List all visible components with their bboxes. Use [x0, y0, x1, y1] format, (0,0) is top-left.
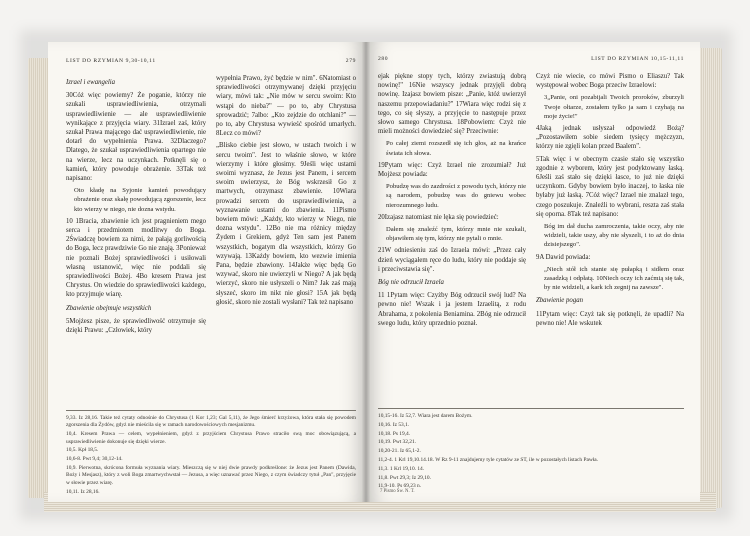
paragraph: 5Mojżesz pisze, że sprawiedliwość otrzymuje się dzięki Prawu: „Człowiek, który	[66, 317, 206, 335]
quotation: Pobudzę was do zazdrości z powodu tych, którzy nie są narodem, pobudzę was do gniewu wobec nierozumnego ludu.	[386, 183, 526, 209]
footnote: 11,9-10. Ps 69,23 n.	[378, 483, 422, 490]
footnote: 11,2-4. 1 Krl 19,10.14.18. W Rz 9-11 znajdujemy tyle cytatów ze ST, ile w pozostałych listach Pawła.	[378, 456, 598, 463]
quotation: 3„Panie, oni pozabijali Twoich proroków, zburzyli Twoje ołtarze, zostałem tylko ja sam i czyhają na moje życie!"	[544, 94, 684, 120]
footnote: 10,5. Kpł 18,5.	[66, 447, 99, 454]
paragraph: 11 1Pytam więc: Czyżby Bóg odrzucił swój lud? Na pewno nie! Wszak i ja jestem Izraelitą, z rodu Abrahama, z pokolenia Beniamina. 2Bóg nie odrzucił swego ludu, który uprzednio poznał.	[378, 292, 526, 327]
book-gutter	[362, 42, 370, 502]
paragraph: 9A Dawid powiada:	[536, 253, 591, 261]
left-text-columns	[66, 74, 356, 404]
paragraph: 30Cóż więc powiemy? Że poganie, którzy nie szukali usprawiedliwienia, otrzymali usprawiedliwienie — ale usprawiedliwienie wynikające z przyjęcia wiary. 31Izrael zaś, który szukał Prawa mającego dać usprawiedliwienie, nie dotarł do wypełnienia Prawa. 32Dlaczego? Dlatego, że szukał usprawiedliwienia opartego nie na wierze, lecz na uczynkach. Potknęli się o kamień, który powoduje obrażenie. 33Tak też napisano:	[66, 92, 206, 183]
right-running-head-title: LIST DO RZYMIAN 10,15-11,11	[591, 56, 684, 62]
paragraph: 11Pytam więc: Czyż tak się potknęli, że upadli? Na pewno nie! Ale wskutek	[536, 310, 684, 327]
right-column-2	[536, 72, 684, 402]
signature-mark: 7 Pismo Św. N. T.	[380, 489, 415, 494]
footnote: 10,16. Iz 53,1.	[378, 421, 410, 428]
right-text-columns	[378, 72, 684, 402]
section-heading: Izrael i ewangelia	[66, 79, 116, 86]
quotation: Bóg im dał ducha zamroczenia, takie oczy, aby nie widzieli, takie uszy, aby nie słyszeli, i to aż do dnia dzisiejszego".	[544, 223, 684, 249]
paragraph: 5Tak więc i w obecnym czasie stało się wszystko zgodnie z wyborem, który jest podyktowany łaską. 6Jeśli zaś stało się dzięki łasce, to już nie dzięki uczynkom. Gdyby bowiem było inaczej, to łaska nie byłaby już łaską. 7Cóż więc? Izrael nie znalazł tego, czego poszukuje. Znaleźli to wybrani, reszta zaś stała się oporna. 8Tak też napisano:	[536, 155, 684, 218]
footnote: 10,6-8. Pwt 9,4; 30,12-14.	[66, 456, 123, 463]
quotation: Po całej ziemi rozszedł się ich głos, aż na krańce świata ich słowa.	[386, 140, 526, 157]
right-footnotes	[378, 408, 684, 502]
left-page	[48, 42, 366, 502]
footnote: 10,15-16. Iz 52,7. Wiara jest darem Bożym.	[378, 413, 473, 419]
paragraph: „Blisko ciebie jest słowo, w ustach twoich i w sercu twoim". Jest to właśnie słowo, w które wierzymy i które głosimy. 9Jeśli więc ustami swoimi wyznasz, że Jezus jest Panem, i sercem swoim uwierzysz, że Bóg wskrzesił Go z martwych, otrzymasz zbawienie. 10Wiara prowadzi sercem do usprawiedliwienia, a wyznawanie ustami do zbawienia. 11Pismo bowiem mówi: „Każdy, kto wierzy w Niego, nie dozna wstydu". 12Bo nie ma różnicy między Żydem i Grekiem, gdyż Ten sam jest Panem wszystkich, bogatym dla wszystkich, którzy Go wzywają. 13Każdy bowiem, kto wezwie imienia Pana, będzie zbawiony. 14Jakże więc będą Go wzywać, skoro nie uwierzyli w Niego? A jak będą wierzyć, skoro nie usłyszeli o Nim? Jak zaś mają słyszeć, skoro im nikt nie głosi? 15A jak będą głosić, skoro nie zostali wysłani? Tak też napisano	[216, 142, 356, 306]
footnote: 10,20-21. Iz 65,1-2.	[378, 448, 421, 455]
right-page-number: 280	[378, 56, 389, 62]
page-edges-left	[28, 58, 50, 498]
paragraph: Czyż nie wiecie, co mówi Pismo o Eliaszu? Tak występował wobec Boga przeciw Izraelowi:	[536, 73, 684, 90]
left-running-head-title: LIST DO RZYMIAN 9,30-10,11	[66, 58, 156, 64]
section-heading: Zbawienie obejmuje wszystkich	[66, 304, 152, 312]
footnote: 10,9. Pierwotna, skrócona formuła wyznania wiary. Mieszczą się w niej dwie prawdy podkreślone: że Jezus jest Panem (Dawida, Boży i Mesjasz), który z woli Boga zmartwychwstał — Jezusa, a więc uznawać przez Niego, z czym świadczy tytuł „Pan", przyjęcie w słowie przez wiarę.	[66, 465, 356, 486]
footnote: 10,19. Pwt 32,21.	[378, 439, 417, 446]
section-heading: Zbawienie pogan	[536, 297, 584, 305]
paragraph: 21W odniesieniu zaś do Izraela mówi: „Przez cały dzień wyciągałem ręce do ludu, który nie poddaje się i przeciwstawia się".	[378, 247, 526, 273]
left-page-number: 279	[345, 58, 356, 64]
footnote: 10,11. Iz 28,16.	[66, 488, 100, 495]
section-heading: Bóg nie odrzucił Izraela	[378, 279, 444, 287]
paragraph: wypełnia Prawo, żyć będzie w nim". 6Natomiast o sprawiedliwości otrzymywanej dzięki przyjęciu wiary, mówi tak: „Nie mów w sercu swoim: Kto wstąpi do nieba?" — po to, aby Chrystusa sprowadzić; 7albo: „Kto zejdzie do otchłani?" — po to, aby Chrystusa wywieść spośród umarłych. 8Lecz co mówi?	[216, 75, 356, 138]
right-column-1	[378, 72, 526, 402]
footnote: 10,4. Kresem Prawa — celem, wypełnieniem, gdyż z przyjściem Chrystusa Prawo straciło swą moc obowiązującą, a usprawiedliwienie dokonuje się dzięki wierze.	[66, 431, 356, 445]
paragraph: ejak piękne stopy tych, którzy zwiastują dobrą nowinę!" 16Nie wszyscy jednak przyjęli dobrą nowinę. Izajasz bowiem pisze: „Panie, któż uwierzył naszemu przepowiadaniu?" 17Wiara więc rodzi się z tego, co się słyszy, a przyjęcie to następuje przez słowo samego Chrystusa. 18Pobowiem: Czyż nie mieli możności dowiedzieć się? Przeciwnie:	[378, 73, 526, 136]
footnote: 11,3. 1 Krl 19,10. 14.	[378, 465, 425, 472]
page-edges-right	[698, 48, 722, 508]
right-page	[366, 42, 700, 502]
left-running-head	[66, 58, 356, 64]
quotation: „Niech stół ich stanie się pułapką i sidłem oraz zasadzką i odpłatą. 10Niech oczy ich zaćmią się tak, by nie widzieli, a kark ich zegnij na zawsze".	[544, 265, 684, 292]
quotation: Dałem się znaleźć tym, którzy mnie nie szukali, objawiłem się tym, którzy nie pytali o mnie.	[386, 226, 526, 243]
left-column-2	[216, 74, 356, 404]
paragraph: 4Jaką jednak usłyszał odpowiedź Bożą? „Pozostawiłem sobie siedem tysięcy mężczyzn, którzy nie zgięli kolan przed Baalem".	[536, 125, 684, 151]
right-running-head	[378, 56, 684, 62]
footnote: 11,8. Pwt 29,3; Iz 29,10.	[378, 474, 431, 481]
paragraph: 10 1Bracia, zbawienie ich jest pragnieniem mego serca i przedmiotem modlitwy do Boga. 2Świadczę bowiem za nimi, że pałają gorliwością do Boga, lecz prawdziwie Go nie znają. 3Ponieważ nie poznali Bożej sprawiedliwości i usiłowali własną ustanowić, więc nie poddali się sprawiedliwości Bożej. 4Bo kresem Prawa jest Chrystus. On wiedzie do sprawiedliwości każdego, kto przyjmuje wiarę.	[66, 217, 206, 299]
footnote: 9,33. Iz 28,16. Takie też cytaty odnośnie do Chrystusa (1 Kor 1,23; Gal 5,11), że Jego śmierć krzyżowa, która stała się powodem zgorszenia dla Żydów, gdyż nie mieścila się w ramach narodowościowych mesjanizmu.	[66, 415, 356, 429]
paragraph: 20Izajasz natomiast nie lęka się powiedzieć:	[378, 213, 499, 221]
quotation: Oto kładę na Syjonie kamień powodujący obrażenie oraz skałę powodującą zgorszenie, lecz kto wierzy w niego, nie dozna wstydu.	[74, 187, 206, 213]
footnote: 10,18. Ps 19,4.	[378, 430, 411, 437]
left-column-1	[66, 74, 206, 404]
left-footnotes	[66, 410, 356, 502]
paragraph: 19Pytam więc: Czyż Izrael nie zrozumiał? Już Mojżesz powiada:	[378, 161, 526, 179]
